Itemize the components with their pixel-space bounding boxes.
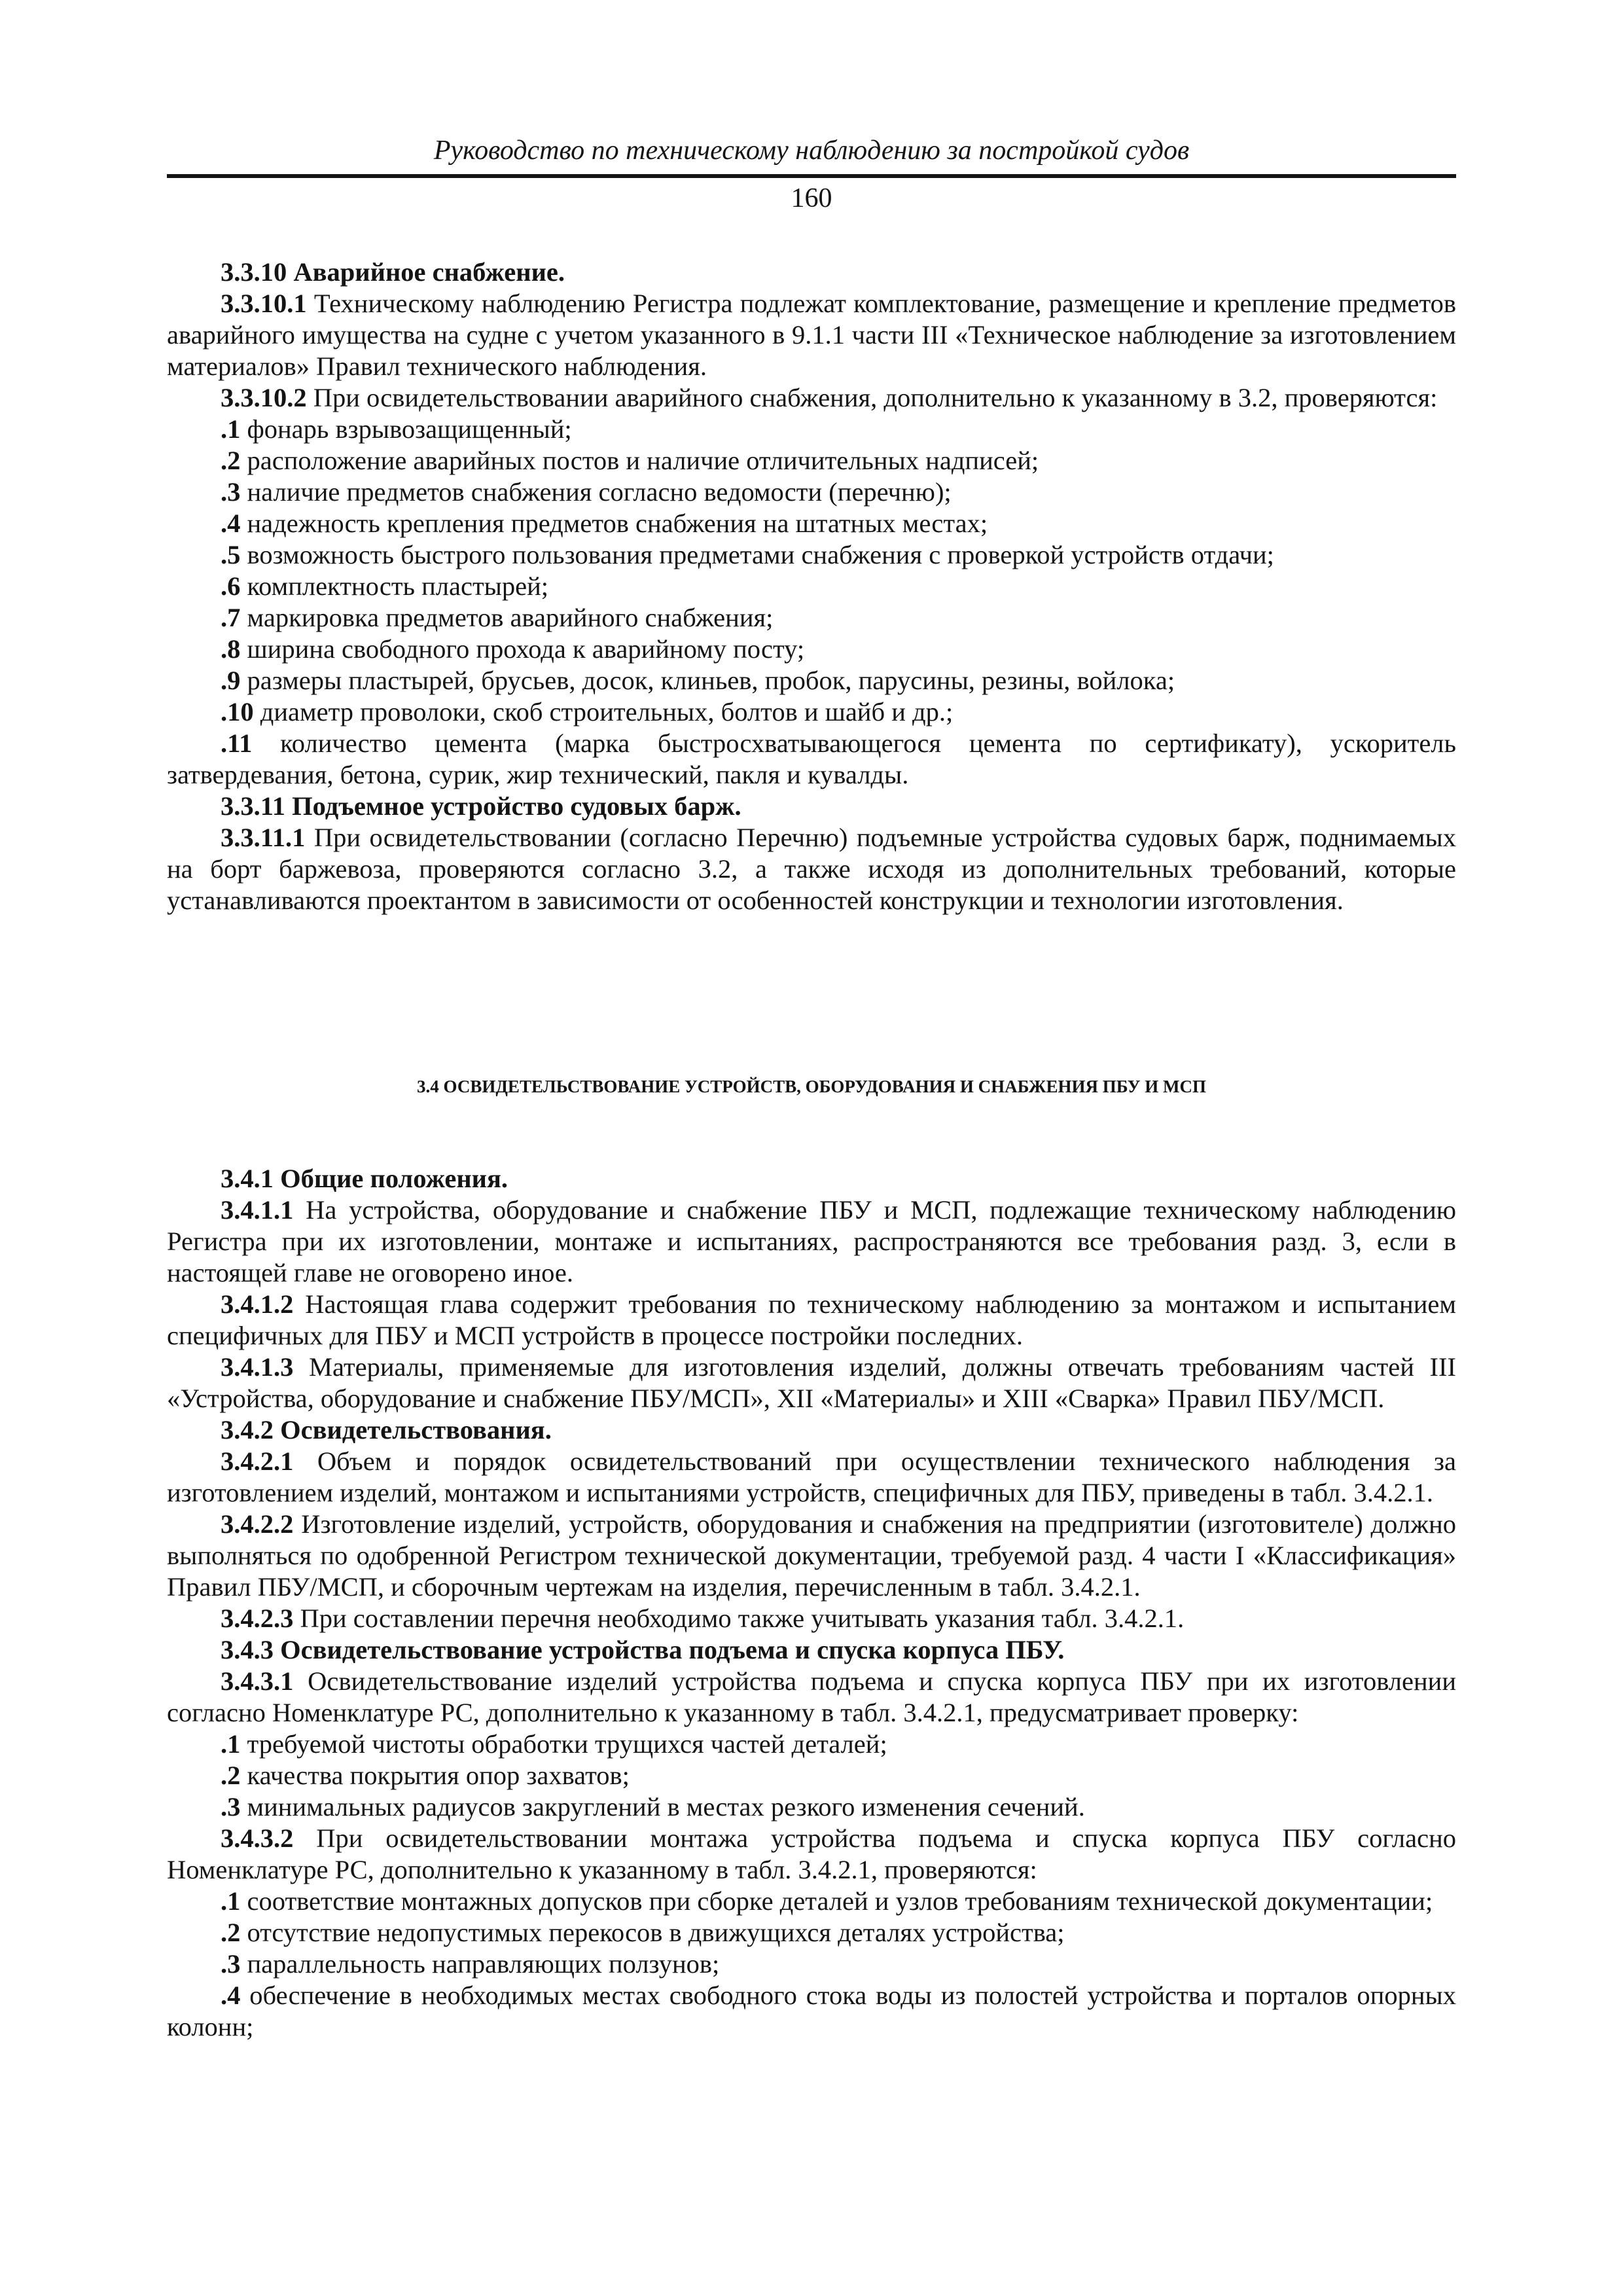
section-3-3-10-block [167, 257, 1456, 916]
subsection-heading: 3.4.1 Общие положения. [221, 1164, 508, 1193]
paragraph: 3.4.2.2 Изготовление изделий, устройств, оборудования и снабжения на предприятии (изготовителе) должно выполняться по одобренной Регистром технической документации, требуемой разд. 4 части I «Классификация» Правил ПБУ/МСП, и сборочным чертежам на изделия, перечисленным в табл. 3.4.2.1. [167, 1509, 1456, 1602]
list-item: .3 параллельность направляющих ползунов; [221, 1949, 720, 1979]
list-item: .4 обеспечение в необходимых местах свободного стока воды из полостей устройства и порталов опорных колонн; [167, 1981, 1456, 2041]
list-item: .11 количество цемента (марка быстросхватывающегося цемента по сертификату), ускоритель затвердевания, бетона, сурик, жир технический, пакля и кувалды. [167, 728, 1456, 789]
list-item: .2 расположение аварийных постов и наличие отличительных надписей; [221, 446, 1039, 475]
paragraph: 3.3.11.1 При освидетельствовании (согласно Перечню) подъемные устройства судовых барж, поднимаемых на борт баржевоза, проверяются согласно 3.2, а также исходя из дополнительных требований, которые устанавливаются проектантом в зависимости от особенностей конструкции и технологии изготовления. [167, 823, 1456, 915]
list-item: .8 ширина свободного прохода к аварийному посту; [221, 634, 805, 664]
paragraph: 3.4.2.1 Объем и порядок освидетельствований при осуществлении технического наблюдения за изготовлением изделий, монтажом и испытаниями устройств, специфичных для ПБУ, приведены в табл. 3.4.2.1. [167, 1446, 1456, 1507]
list-item: .7 маркировка предметов аварийного снабжения; [221, 603, 774, 632]
subsection-heading: 3.3.10 Аварийное снабжение. [221, 257, 565, 287]
paragraph: 3.4.1.2 Настоящая глава содержит требования по техническому наблюдению за монтажом и испытанием специфичных для ПБУ и МСП устройств в процессе постройки последних. [167, 1289, 1456, 1350]
paragraph: 3.3.10.2 При освидетельствовании аварийного снабжения, дополнительно к указанному в 3.2, проверяются: [221, 383, 1438, 412]
paragraph: 3.4.3.2 При освидетельствовании монтажа устройства подъема и спуска корпуса ПБУ согласно Номенклатуре РС, дополнительно к указанному в табл. 3.4.2.1, проверяются: [167, 1823, 1457, 1884]
header-rule [167, 174, 1456, 178]
paragraph: 3.4.1.3 Материалы, применяемые для изготовления изделий, должны отвечать требованиям частей III «Устройства, оборудование и снабжение ПБУ/МСП», XII «Материалы» и XIII «Сварка» Правил ПБУ/МСП. [167, 1352, 1456, 1413]
paragraph: 3.4.3.1 Освидетельствование изделий устройства подъема и спуска корпуса ПБУ при их изготовлении согласно Номенклатуре РС, дополнительно к указанному в табл. 3.4.2.1, предусматривает проверку: [167, 1666, 1457, 1727]
subsection-heading: 3.4.3 Освидетельствование устройства подъема и спуска корпуса ПБУ. [221, 1635, 1065, 1664]
section-heading: 3.4 ОСВИДЕТЕЛЬСТВОВАНИЕ УСТРОЙСТВ, ОБОРУДОВАНИЯ И СНАБЖЕНИЯ ПБУ И МСП [417, 1077, 1206, 1096]
list-item: .6 комплектность пластырей; [221, 571, 549, 601]
list-item: .5 возможность быстрого пользования предметами снабжения с проверкой устройств отдачи; [221, 540, 1274, 569]
running-header: Руководство по техническому наблюдению за постройкой судов [433, 135, 1190, 166]
subsection-heading: 3.3.11 Подъемное устройство судовых барж. [221, 791, 741, 821]
list-item: .4 надежность крепления предметов снабжения на штатных местах; [221, 509, 988, 538]
paragraph: 3.4.2.3 При составлении перечня необходимо также учитывать указания табл. 3.4.2.1. [221, 1604, 1185, 1633]
page-number: 160 [791, 183, 832, 213]
list-item: .9 размеры пластырей, брусьев, досок, клиньев, пробок, парусины, резины, войлока; [221, 666, 1175, 695]
list-item: .3 наличие предметов снабжения согласно ведомости (перечню); [221, 477, 952, 507]
list-item: .3 минимальных радиусов закруглений в местах резкого изменения сечений. [221, 1792, 1085, 1821]
paragraph: 3.3.10.1 Техническому наблюдению Регистра подлежат комплектование, размещение и крепление предметов аварийного имущества на судне с учетом указанного в 9.1.1 части III «Техническое наблюдение за изготовлением материалов» Правил технического наблюдения. [167, 289, 1457, 381]
list-item: .1 фонарь взрывозащищенный; [221, 414, 572, 444]
list-item: .10 диаметр проволоки, скоб строительных, болтов и шайб и др.; [221, 697, 954, 726]
subsection-heading: 3.4.2 Освидетельствования. [221, 1415, 552, 1444]
section-3-4-block [167, 1163, 1456, 2043]
paragraph: 3.4.1.1 На устройства, оборудование и снабжение ПБУ и МСП, подлежащие техническому наблюдению Регистра при их изготовлении, монтаже и испытаниях, распространяются все требования разд. 3, если в настоящей главе не оговорено иное. [167, 1195, 1457, 1287]
list-item: .1 соответствие монтажных допусков при сборке деталей и узлов требованиям технической документации; [221, 1886, 1433, 1916]
list-item: .2 отсутствие недопустимых перекосов в движущихся деталях устройства; [221, 1918, 1065, 1947]
list-item: .1 требуемой чистоты обработки трущихся частей деталей; [221, 1729, 887, 1759]
list-item: .2 качества покрытия опор захватов; [221, 1761, 630, 1790]
